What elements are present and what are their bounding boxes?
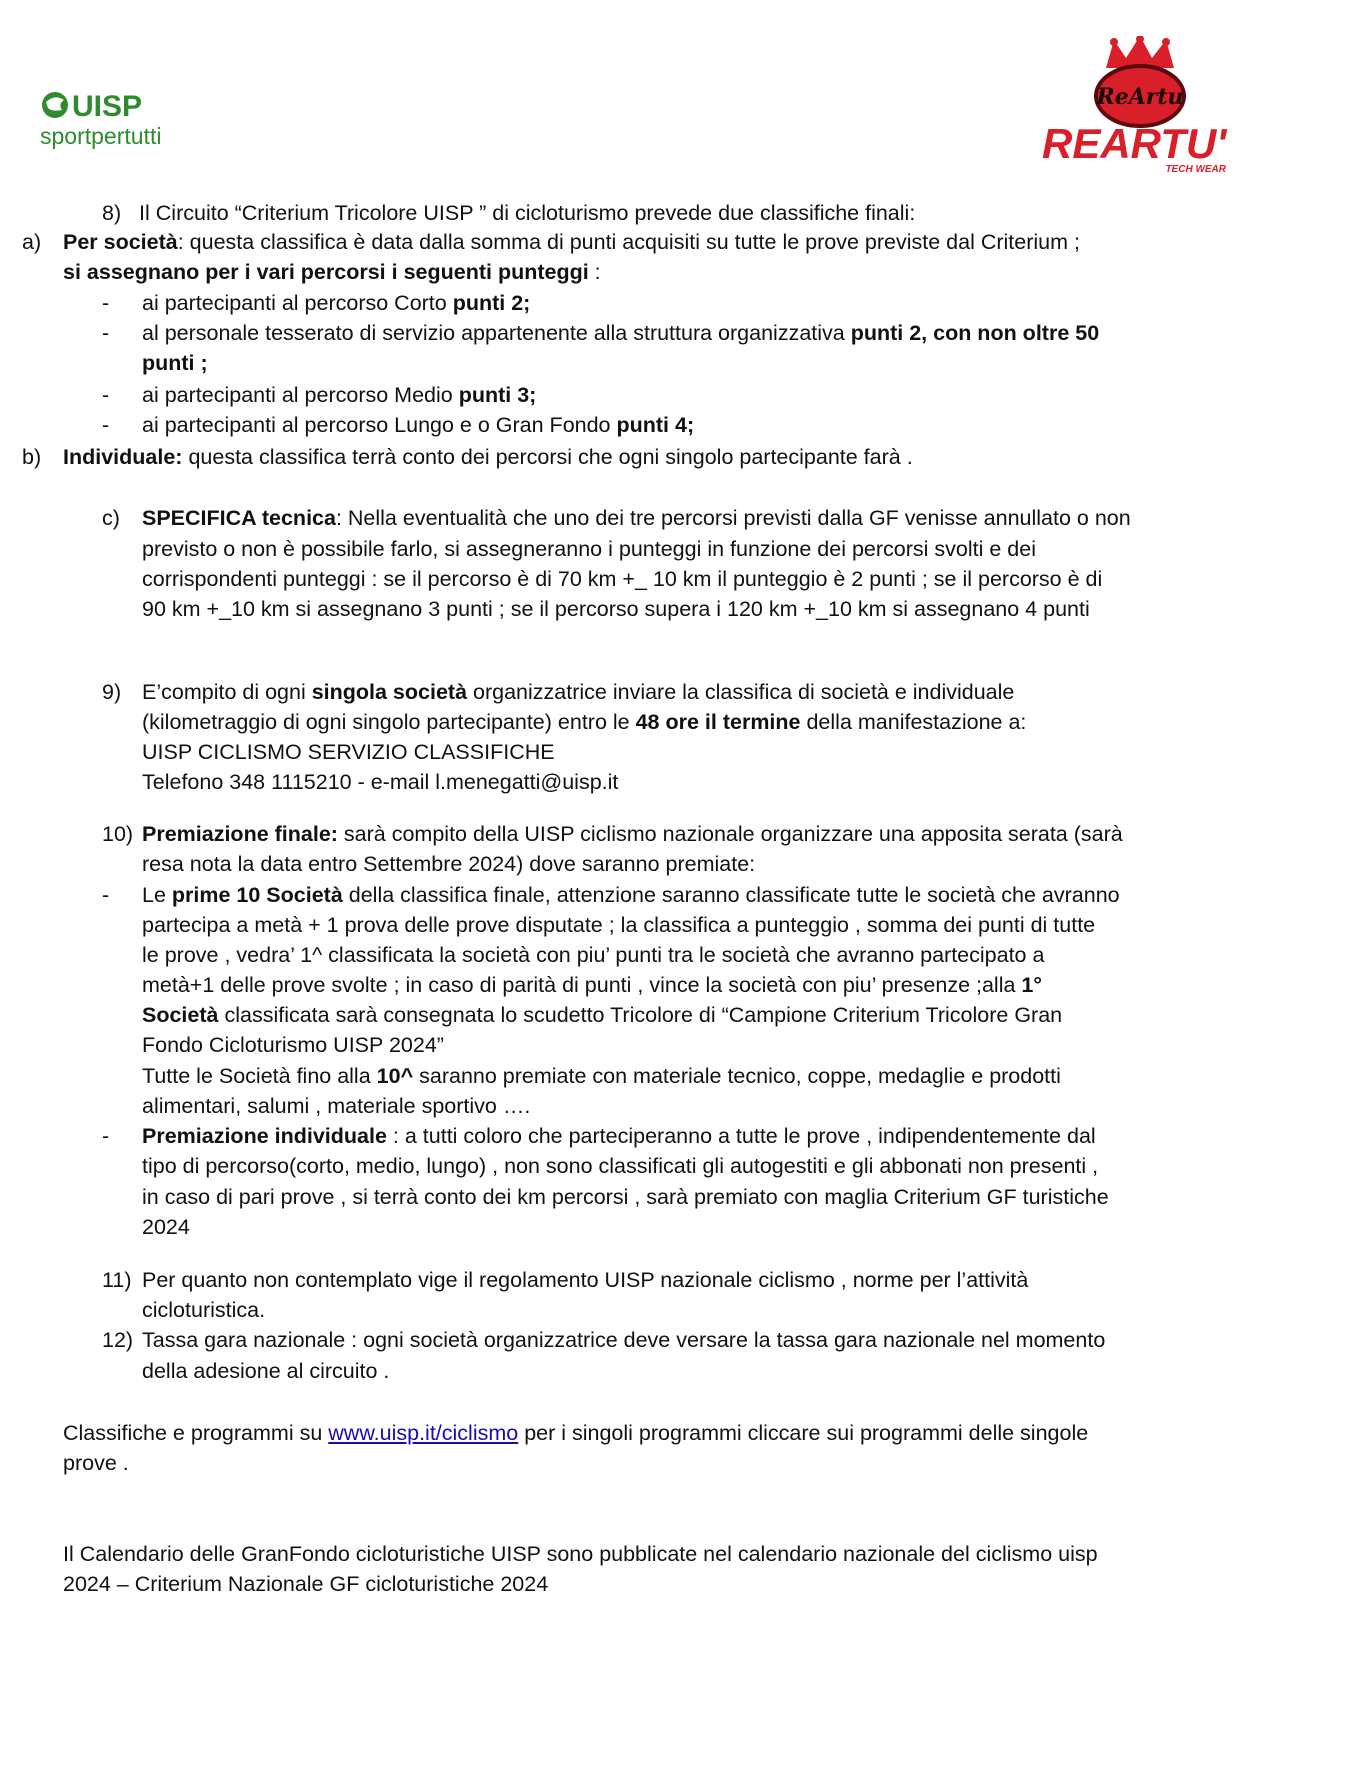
- classifiche-line-2: prove .: [63, 1451, 129, 1475]
- premi-individuale-line-2: tipo di percorso(corto, medio, lungo) , non sono classificati gli autogestiti e gli abbonati non presenti ,: [142, 1154, 1099, 1178]
- item-8-line: 8) Il Circuito “Criterium Tricolore UISP ” di cicloturismo prevede due classifiche finali:: [102, 201, 916, 225]
- premi-individuale-line: Premiazione individuale : a tutti coloro che parteciperanno a tutte le prove , indipendentemente dal: [142, 1124, 1096, 1148]
- item-11-num: 11): [102, 1268, 132, 1292]
- item-12-line-2: della adesione al circuito .: [142, 1359, 390, 1383]
- item-c-line-3: corrispondenti punteggi : se il percorso è di 70 km +_ 10 km il punteggio è 2 punti ; se il percorso è di: [142, 567, 1103, 591]
- premi-individuale-line-4: 2024: [142, 1215, 190, 1239]
- item-c-line: SPECIFICA tecnica: Nella eventualità che uno dei tre percorsi previsti dalla GF venisse annullato o non: [142, 506, 1131, 530]
- item-a-num: a): [22, 230, 42, 254]
- bullet-dash: -: [102, 1124, 110, 1148]
- item-10-line-2: resa nota la data entro Settembre 2024) dove saranno premiate:: [142, 852, 756, 876]
- item-11-line: Per quanto non contemplato vige il regolamento UISP nazionale ciclismo , norme per l’attività: [142, 1268, 1029, 1292]
- item-c-num: c): [102, 506, 120, 530]
- premi-societa-line-8: alimentari, salumi , materiale sportivo ….: [142, 1094, 531, 1118]
- item-10-line: Premiazione finale: sarà compito della UISP ciclismo nazionale organizzare una apposita serata (sarà: [142, 822, 1123, 846]
- item-c-line-2: previsto o non è possibile farlo, si assegneranno i punteggi in funzione dei percorsi svolti e dei: [142, 537, 1036, 561]
- bullet-dash: -: [102, 413, 110, 437]
- bullet-dash: -: [102, 321, 110, 345]
- item-9-num: 9): [102, 680, 122, 704]
- uisp-ciclismo-link[interactable]: www.uisp.it/ciclismo: [328, 1421, 519, 1445]
- item-b-num: b): [22, 445, 42, 469]
- item-9-contact: Telefono 348 1115210 - e-mail l.menegatti@uisp.it: [142, 770, 619, 794]
- calendario-line-2: 2024 – Criterium Nazionale GF cicloturistiche 2024: [63, 1572, 549, 1596]
- item-a-line-2: si assegnano per i vari percorsi i seguenti punteggi :: [63, 260, 601, 284]
- reartu-logo-sub: TECH WEAR: [1165, 164, 1226, 175]
- premi-societa-line-4: metà+1 delle prove svolte ; in caso di parità di punti , vince la società con piu’ presenze ;alla 1°: [142, 973, 1042, 997]
- uisp-logo: [38, 86, 198, 166]
- item-9-line-3: UISP CICLISMO SERVIZIO CLASSIFICHE: [142, 740, 555, 764]
- reartu-logo: [1036, 36, 1268, 176]
- bullet-personale-2: punti ;: [142, 351, 208, 375]
- uisp-logo-text: UISP: [72, 90, 143, 123]
- bullet-corto: ai partecipanti al percorso Corto punti 2;: [142, 291, 531, 315]
- premi-societa-line-6: Fondo Cicloturismo UISP 2024”: [142, 1033, 444, 1057]
- calendario-line: Il Calendario delle GranFondo cicloturistiche UISP sono pubblicate nel calendario nazionale del ciclismo uisp: [63, 1542, 1098, 1566]
- item-a-line: Per società: questa classifica è data dalla somma di punti acquisiti su tutte le prove previste dal Criterium ;: [63, 230, 1080, 254]
- bullet-lungo: ai partecipanti al percorso Lungo e o Gran Fondo punti 4;: [142, 413, 695, 437]
- bullet-dash: -: [102, 291, 110, 315]
- bullet-medio: ai partecipanti al percorso Medio punti 3;: [142, 383, 537, 407]
- item-12-num: 12): [102, 1328, 134, 1352]
- item-9-line: E’compito di ogni singola società organizzatrice inviare la classifica di società e individuale: [142, 680, 1015, 704]
- premi-societa-line-3: le prove , vedra’ 1^ classificata la società con piu’ punti tra le società che avranno partecipato a: [142, 943, 1045, 967]
- reartu-logo-text: REARTU': [1042, 120, 1227, 167]
- item-10-num: 10): [102, 822, 134, 846]
- premi-individuale-line-3: in caso di pari prove , si terrà conto dei km percorsi , sarà premiato con maglia Criterium GF turistiche: [142, 1185, 1109, 1209]
- uisp-logo-sub: sportpertutti: [40, 123, 162, 149]
- premi-societa-line-7: Tutte le Società fino alla 10^ saranno premiate con materiale tecnico, coppe, medaglie e prodotti: [142, 1064, 1061, 1088]
- bullet-personale: al personale tesserato di servizio appartenente alla struttura organizzativa punti 2, con non oltre 50: [142, 321, 1100, 345]
- item-b-line: Individuale: questa classifica terrà conto dei percorsi che ogni singolo partecipante farà .: [63, 445, 913, 469]
- premi-societa-line-2: partecipa a metà + 1 prova delle prove disputate ; la classifica a punteggio , somma dei punti di tutte: [142, 913, 1096, 937]
- premi-societa-line-5: Società classificata sarà consegnata lo scudetto Tricolore di “Campione Criterium Tricolore Gran: [142, 1003, 1063, 1027]
- reartu-badge-text: ReArtu: [1096, 84, 1184, 110]
- item-9-line-2: (kilometraggio di ogni singolo partecipante) entro le 48 ore il termine della manifestazione a:: [142, 710, 1027, 734]
- bullet-dash: -: [102, 383, 110, 407]
- item-12-line: Tassa gara nazionale : ogni società organizzatrice deve versare la tassa gara nazionale nel momento: [142, 1328, 1106, 1352]
- classifiche-line: Classifiche e programmi su www.uisp.it/ciclismo per i singoli programmi cliccare sui programmi delle singole: [63, 1421, 1089, 1445]
- premi-societa-line: Le prime 10 Società della classifica finale, attenzione saranno classificate tutte le società che avranno: [142, 883, 1120, 907]
- bullet-dash: -: [102, 883, 110, 907]
- item-11-line-2: cicloturistica.: [142, 1298, 266, 1322]
- item-c-line-4: 90 km +_10 km si assegnano 3 punti ; se il percorso supera i 120 km +_10 km si assegnano 4 punti: [142, 597, 1090, 621]
